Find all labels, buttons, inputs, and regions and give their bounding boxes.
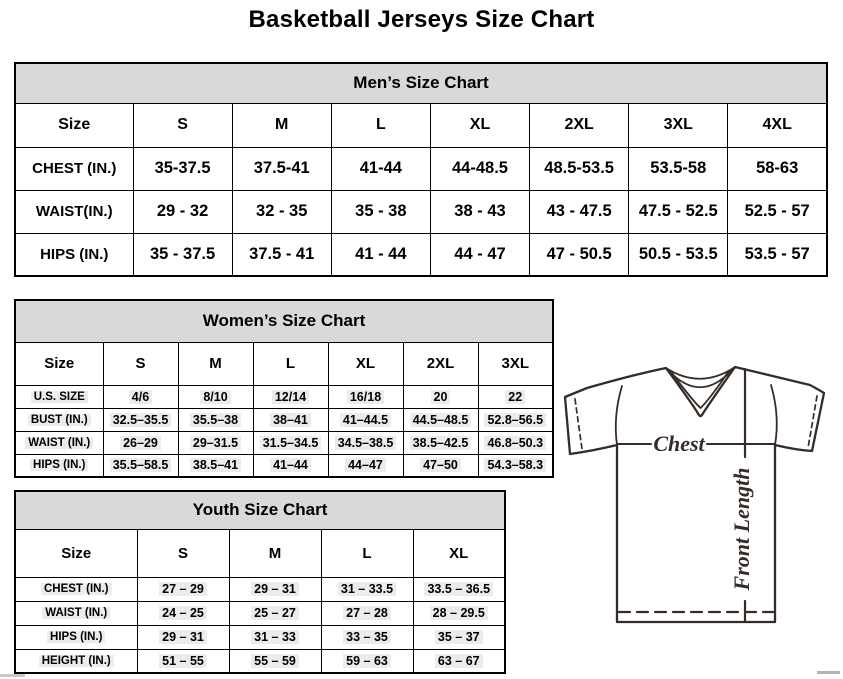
table-cell: 43 - 47.5 xyxy=(530,190,629,233)
row-label: CHEST (IN.) xyxy=(15,147,133,190)
row-label: WAIST(IN.) xyxy=(15,190,133,233)
column-header: 3XL xyxy=(629,103,728,147)
table-cell: 35 - 38 xyxy=(331,190,430,233)
table-cell: 44-48.5 xyxy=(430,147,529,190)
table-cell: 20 xyxy=(403,385,478,408)
table-row xyxy=(15,408,553,431)
table-row xyxy=(15,147,827,190)
table-cell: 34.5–38.5 xyxy=(328,431,403,454)
table-row xyxy=(15,601,505,625)
row-label: HIPS (IN.) xyxy=(15,454,103,477)
table-cell: 16/18 xyxy=(328,385,403,408)
table-cell: 38 - 43 xyxy=(430,190,529,233)
youth-size-chart xyxy=(14,490,506,672)
table-row xyxy=(15,385,553,408)
table-cell: 47 - 50.5 xyxy=(530,233,629,276)
table-cell: 58-63 xyxy=(728,147,827,190)
table-cell: 41-44 xyxy=(331,147,430,190)
column-header: Size xyxy=(15,342,103,385)
table-row xyxy=(15,649,505,673)
table-cell: 38–41 xyxy=(253,408,328,431)
table-cell: 63 – 67 xyxy=(413,649,505,673)
table-cell: 52.5 - 57 xyxy=(728,190,827,233)
table-cell: 52.8–56.5 xyxy=(478,408,553,431)
page-title: Basketball Jerseys Size Chart xyxy=(248,6,595,33)
table-cell: 29 - 32 xyxy=(133,190,232,233)
row-label: WAIST (IN.) xyxy=(15,431,103,454)
column-header: Size xyxy=(15,103,133,147)
women-size-table xyxy=(14,299,554,478)
table-cell: 35 – 37 xyxy=(413,625,505,649)
table-cell: 50.5 - 53.5 xyxy=(629,233,728,276)
youth-size-table xyxy=(14,490,506,674)
table-cell: 54.3–58.3 xyxy=(478,454,553,477)
row-label: HEIGHT (IN.) xyxy=(15,649,137,673)
table-cell: 53.5-58 xyxy=(629,147,728,190)
jersey-outline xyxy=(565,367,824,622)
table-cell: 38.5–41 xyxy=(178,454,253,477)
column-header: 2XL xyxy=(403,342,478,385)
table-cell: 55 – 59 xyxy=(229,649,321,673)
table-cell: 51 – 55 xyxy=(137,649,229,673)
column-header: L xyxy=(321,529,413,577)
chest-label: Chest xyxy=(653,431,705,456)
table-cell: 41 - 44 xyxy=(331,233,430,276)
table-cell: 32 - 35 xyxy=(232,190,331,233)
mens-size-chart xyxy=(14,62,828,276)
table-row xyxy=(15,233,827,276)
column-header: M xyxy=(229,529,321,577)
row-label: U.S. SIZE xyxy=(15,385,103,408)
row-label: CHEST (IN.) xyxy=(15,577,137,601)
table-cell: 28 – 29.5 xyxy=(413,601,505,625)
table-cell: 59 – 63 xyxy=(321,649,413,673)
men-size-table xyxy=(14,62,828,277)
table-cell: 46.8–50.3 xyxy=(478,431,553,454)
table-cell: 41–44.5 xyxy=(328,408,403,431)
table-cell: 27 – 28 xyxy=(321,601,413,625)
column-header: M xyxy=(178,342,253,385)
table-cell: 4/6 xyxy=(103,385,178,408)
column-header: 2XL xyxy=(530,103,629,147)
table-cell: 8/10 xyxy=(178,385,253,408)
table-cell: 35 - 37.5 xyxy=(133,233,232,276)
men-table-title: Men’s Size Chart xyxy=(15,63,827,103)
row-label: HIPS (IN.) xyxy=(15,625,137,649)
column-header: S xyxy=(133,103,232,147)
table-cell: 32.5–35.5 xyxy=(103,408,178,431)
table-cell: 44.5–48.5 xyxy=(403,408,478,431)
table-cell: 12/14 xyxy=(253,385,328,408)
table-row xyxy=(15,190,827,233)
table-cell: 44 - 47 xyxy=(430,233,529,276)
row-label: HIPS (IN.) xyxy=(15,233,133,276)
table-cell: 37.5 - 41 xyxy=(232,233,331,276)
column-header: XL xyxy=(430,103,529,147)
table-cell: 35.5–58.5 xyxy=(103,454,178,477)
table-cell: 26–29 xyxy=(103,431,178,454)
table-cell: 33.5 – 36.5 xyxy=(413,577,505,601)
table-cell: 33 – 35 xyxy=(321,625,413,649)
table-cell: 31 – 33.5 xyxy=(321,577,413,601)
column-header: S xyxy=(137,529,229,577)
column-header: L xyxy=(331,103,430,147)
table-cell: 41–44 xyxy=(253,454,328,477)
column-header: XL xyxy=(328,342,403,385)
table-cell: 48.5-53.5 xyxy=(530,147,629,190)
column-header: S xyxy=(103,342,178,385)
table-cell: 53.5 - 57 xyxy=(728,233,827,276)
table-cell: 35-37.5 xyxy=(133,147,232,190)
womens-size-chart xyxy=(14,299,554,476)
gray-bar-right xyxy=(817,671,840,674)
table-cell: 38.5–42.5 xyxy=(403,431,478,454)
table-cell: 47.5 - 52.5 xyxy=(629,190,728,233)
row-label: BUST (IN.) xyxy=(15,408,103,431)
gray-bar-left xyxy=(0,674,25,677)
women-table-title: Women’s Size Chart xyxy=(15,300,553,342)
table-cell: 37.5-41 xyxy=(232,147,331,190)
table-cell: 27 – 29 xyxy=(137,577,229,601)
front-length-label: Front Length xyxy=(729,467,754,591)
table-cell: 31.5–34.5 xyxy=(253,431,328,454)
table-cell: 29 – 31 xyxy=(137,625,229,649)
table-cell: 24 – 25 xyxy=(137,601,229,625)
table-cell: 35.5–38 xyxy=(178,408,253,431)
table-cell: 47–50 xyxy=(403,454,478,477)
table-row xyxy=(15,577,505,601)
column-header: 4XL xyxy=(728,103,827,147)
table-row xyxy=(15,454,553,477)
table-cell: 29–31.5 xyxy=(178,431,253,454)
column-header: M xyxy=(232,103,331,147)
column-header: Size xyxy=(15,529,137,577)
table-cell: 31 – 33 xyxy=(229,625,321,649)
row-label: WAIST (IN.) xyxy=(15,601,137,625)
table-cell: 25 – 27 xyxy=(229,601,321,625)
table-row xyxy=(15,431,553,454)
table-cell: 44–47 xyxy=(328,454,403,477)
column-header: L xyxy=(253,342,328,385)
table-cell: 29 – 31 xyxy=(229,577,321,601)
column-header: XL xyxy=(413,529,505,577)
column-header: 3XL xyxy=(478,342,553,385)
table-cell: 22 xyxy=(478,385,553,408)
jersey-diagram xyxy=(556,356,840,630)
youth-table-title: Youth Size Chart xyxy=(15,491,505,529)
table-row xyxy=(15,625,505,649)
